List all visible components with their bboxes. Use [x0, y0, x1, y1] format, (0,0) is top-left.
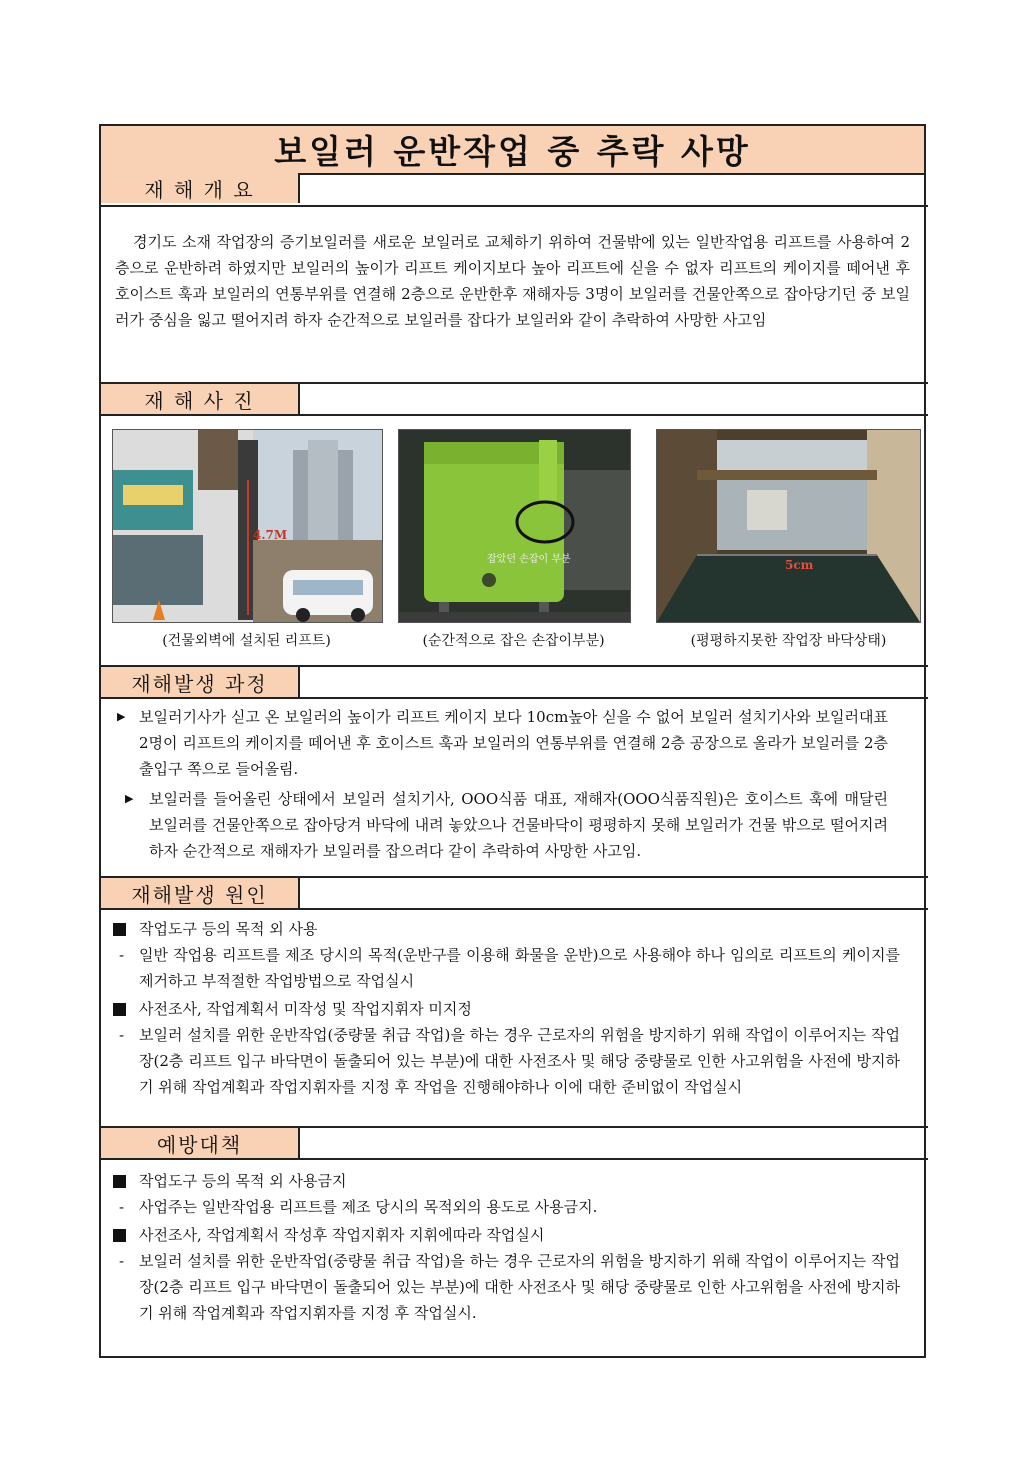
cause-header [101, 876, 928, 910]
photo-caption-floor: (평평하지못한 작업장 바닥상태) [690, 633, 887, 649]
prevention-label: 예방대책 [101, 1128, 300, 1158]
dash-bullet-icon: - [119, 1198, 125, 1216]
cause-label: 재해발생 원인 [101, 878, 300, 908]
cause-heading: 작업도구 등의 목적 외 사용 [113, 916, 900, 942]
dash-bullet-icon: - [119, 1252, 125, 1270]
photo-boiler-handle [398, 429, 631, 623]
photos-label: 재 해 사 진 [101, 384, 300, 414]
square-bullet-icon [113, 1003, 126, 1016]
photo-handle-annotation: 잡았던 손잡이 부분 [487, 554, 571, 565]
cause-list [113, 914, 900, 1100]
dash-bullet-icon: - [119, 1026, 125, 1044]
process-header [101, 665, 928, 699]
cause-detail: - 보일러 설치를 위한 운반작업(중량물 취급 작업)을 하는 경우 근로자의 위험을 방지하기 위해 작업이 이루어지는 작업장(2층 리프트 입구 바닥면이 돌출되어 있는 부분)에 대한 사전조사 및 해당 중량물로 인한 사고위험을 사전에 방지하기 위해 작업계획과 작업지휘자를 지정 후 작업을 진행해야하나 이에 대한 준비없이 작업실시 [113, 1022, 900, 1100]
square-bullet-icon [113, 923, 126, 936]
cause-heading: 사전조사, 작업계획서 미작성 및 작업지휘자 미지정 [113, 996, 900, 1022]
process-item: ▶ 보일러기사가 싣고 온 보일러의 높이가 리프트 케이지 보다 10cm높아 싣을 수 없어 보일러 설치기사와 보일러대표 2명이 리프트의 케이지를 떼어낸 후 호이스트 훅과 보일러의 연통부위를 연결해 2층 공장으로 올라가 보일러를 2층 출입구 쪽으로 들어올림. [113, 704, 888, 782]
square-bullet-icon [113, 1175, 126, 1188]
photo-height-annotation: 4.7M [253, 528, 288, 542]
prevention-heading: 사전조사, 작업계획서 작성후 작업지휘자 지휘에따라 작업실시 [113, 1222, 900, 1248]
document-title: 보일러 운반작업 중 추락 사망 [101, 126, 924, 175]
photo-building-lift-image [113, 430, 382, 622]
photo-gap-annotation: 5cm [785, 558, 814, 572]
prevention-header [101, 1126, 928, 1160]
triangle-bullet-icon: ▶ [117, 710, 126, 723]
photo-floor [656, 429, 921, 623]
triangle-bullet-icon: ▶ [125, 792, 134, 805]
cause-detail: - 일반 작업용 리프트를 제조 당시의 목적(운반구를 이용해 화물을 운반)으로 사용해야 하나 임의로 리프트의 케이지를 제거하고 부적절한 작업방법으로 작업실시 [113, 942, 900, 994]
photo-caption-handle: (순간적으로 잡은 손잡이부분) [422, 633, 605, 649]
dash-bullet-icon: - [119, 946, 125, 964]
overview-label: 재 해 개 요 [101, 173, 300, 203]
photos-header [101, 382, 928, 416]
overview-header [101, 173, 928, 207]
square-bullet-icon [113, 1229, 126, 1242]
photo-caption-building: (건물외벽에 설치된 리프트) [162, 633, 331, 649]
prevention-detail: - 보일러 설치를 위한 운반작업(중량물 취급 작업)을 하는 경우 근로자의 위험을 방지하기 위해 작업이 이루어지는 작업장(2층 리프트 입구 바닥면이 돌출되어 있는 부분)에 대한 사전조사 및 해당 중량물로 인한 사고위험을 사전에 방지하기 위해 작업계획과 작업지휘자를 지정 후 작업실시. [113, 1248, 900, 1326]
process-label: 재해발생 과정 [101, 667, 300, 697]
prevention-detail: - 사업주는 일반작업용 리프트를 제조 당시의 목적외의 용도로 사용금지. [113, 1194, 900, 1220]
photo-building-lift [112, 429, 383, 623]
process-list [113, 704, 888, 868]
photo-floor-image [657, 430, 920, 622]
document-frame [99, 124, 926, 1358]
prevention-heading: 작업도구 등의 목적 외 사용금지 [113, 1168, 900, 1194]
prevention-list [113, 1166, 900, 1326]
process-item: ▶ 보일러를 들어올린 상태에서 보일러 설치기사, OOO식품 대표, 재해자(OOO식품직원)은 호이스트 훅에 매달린 보일러를 건물안쪽으로 잡아당겨 바닥에 내려 놓았으나 건물바닥이 평평하지 못해 보일러가 건물 밖으로 떨어지려 하자 순간적으로 재해자가 보일러를 잡으려다 같이 추락하여 사망한 사고임. [113, 786, 888, 864]
photo-boiler-handle-image [399, 430, 630, 622]
overview-text: 경기도 소재 작업장의 증기보일러를 새로운 보일러로 교체하기 위하여 건물밖에 있는 일반작업용 리프트를 사용하여 2층으로 운반하려 하였지만 보일러의 높이가 리프트 케이지보다 높아 리프트에 싣을 수 없자 리프트의 케이지를 떼어낸 후 호이스트 훅과 보일러의 연통부위를 연결해 2층으로 운반한후 재해자등 3명이 보일러를 건물안쪽으로 잡아당기던 중 보일러가 중심을 잃고 떨어지려 하자 순간적으로 보일러를 잡다가 보일러와 같이 추락하여 사망한 사고임 [115, 233, 910, 329]
